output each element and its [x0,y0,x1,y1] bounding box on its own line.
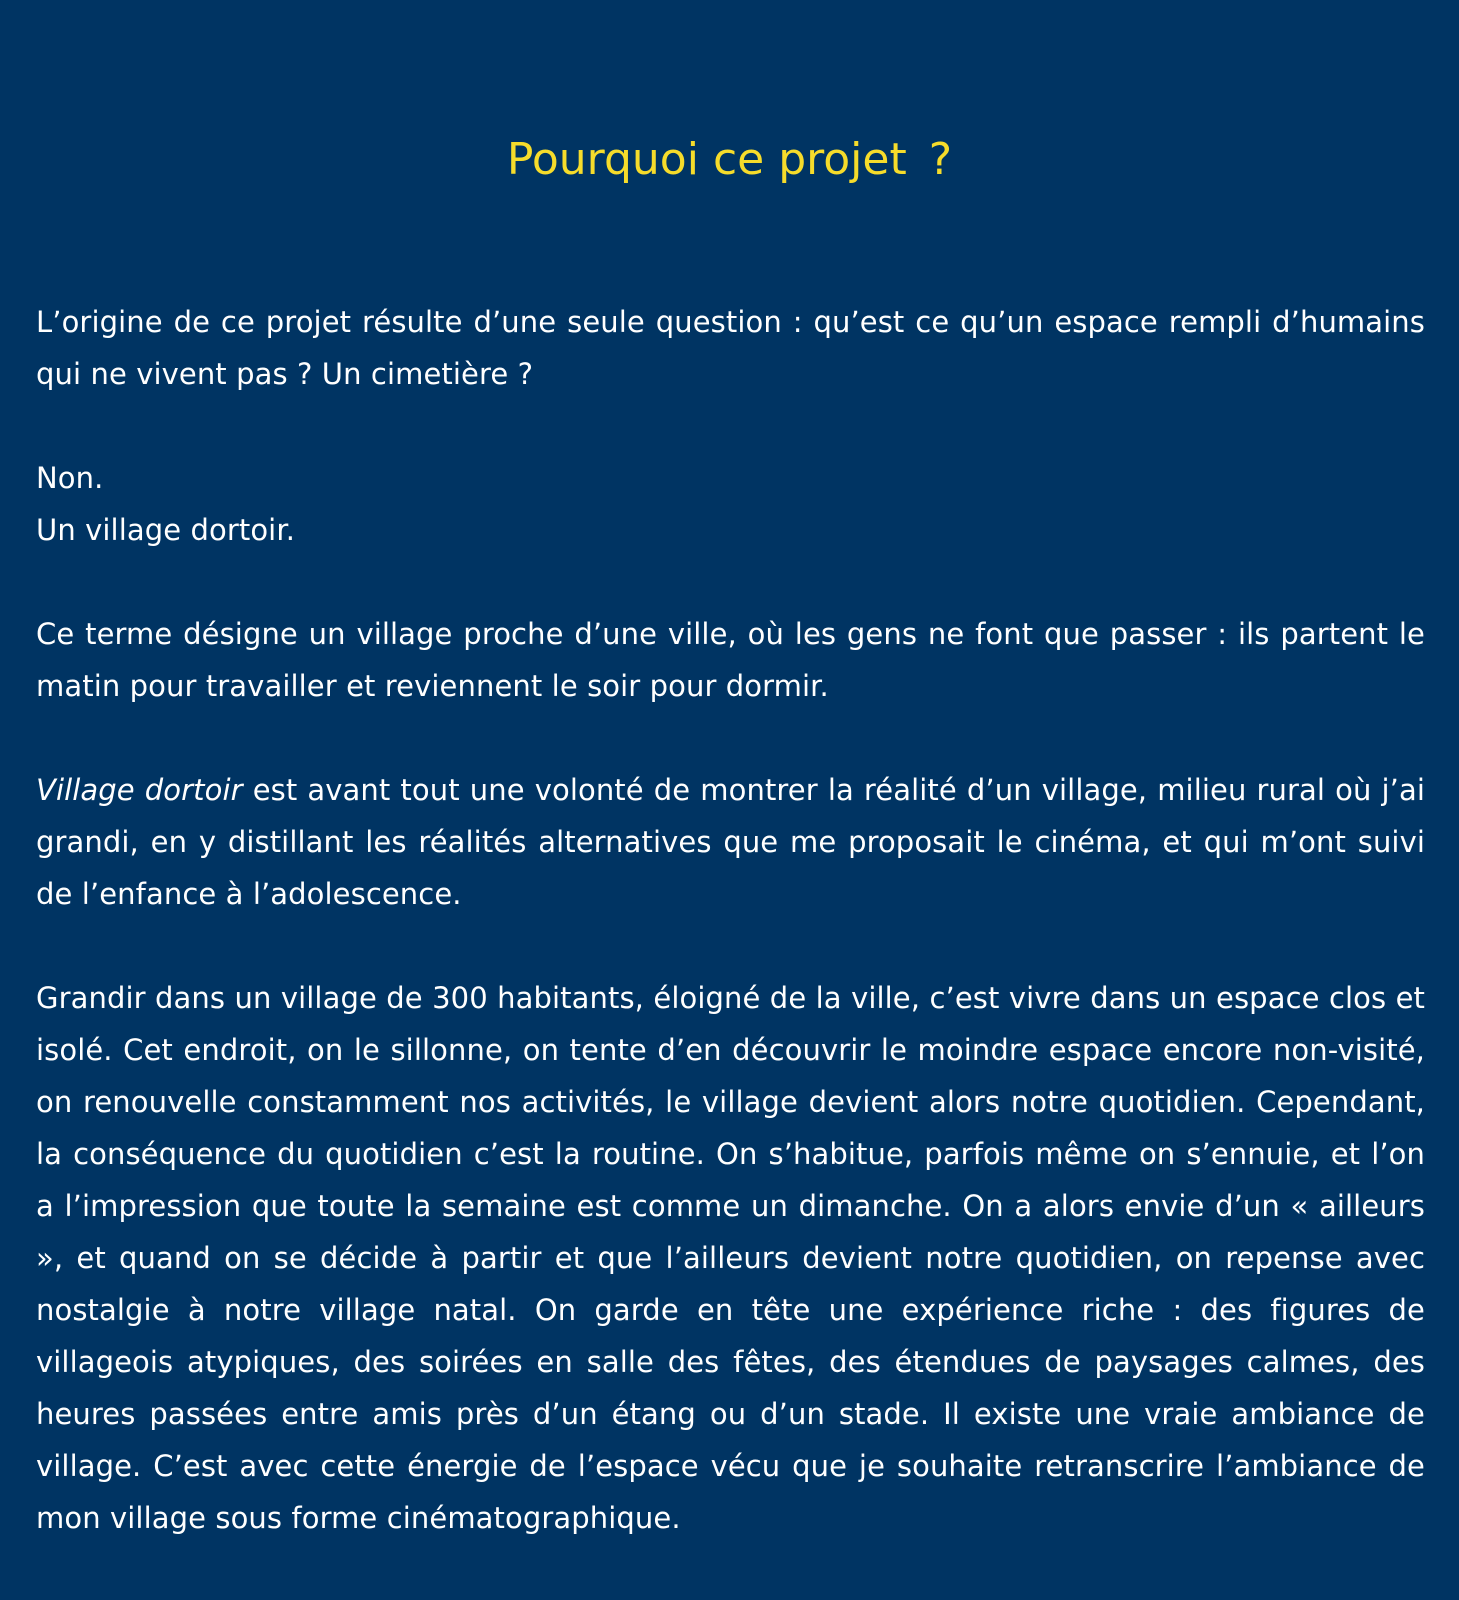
paragraph-intention [36,764,1425,920]
answer-line-non: Non. [36,461,104,495]
page-title [0,132,1459,188]
body-text [36,296,1425,1544]
paragraph-definition: Ce terme désigne un village proche d’une ville, où les gens ne font que passer : ils partent le matin pour travailler et reviennent le soir pour dormir. [36,617,1425,703]
page-title-question-mark: ? [928,134,953,185]
paragraph-intention-text: est avant tout une volonté de montrer la réalité d’un village, milieu rural où j’ai grandi, en y distillant les réalités alternatives que me proposait le cinéma, et qui m’ont suivi de l’enfance à l’adolescence. [36,773,1425,911]
answer-line-village-dortoir: Un village dortoir. [36,513,296,547]
paragraph-origin: L’origine de ce projet résulte d’une seule question : qu’est ce qu’un espace rempli d’humains qui ne vivent pas ? Un cimetière ? [36,305,1425,391]
paragraph-answer [36,452,1425,556]
paragraph-growing-up: Grandir dans un village de 300 habitants, éloigné de la ville, c’est vivre dans un espace clos et isolé. Cet endroit, on le sillonne, on tente d’en découvrir le moindre espace encore non-visité, on renouvelle constamment nos activités, le village devient alors notre quotidien. Cependant, la conséquence du quotidien c’est la routine. On s’habitue, parfois même on s’ennuie, et l’on a l’impression que toute la semaine est comme un dimanche. On a alors envie d’un « ailleurs », et quand on se décide à partir et que l’ailleurs devient notre quotidien, on repense avec nostalgie à notre village natal. On garde en tête une expérience riche : des figures de villageois atypiques, des soirées en salle des fêtes, des étendues de paysages calmes, des heures passées entre amis près d’un étang ou d’un stade. Il existe une vraie ambiance de village. C’est avec cette énergie de l’espace vécu que je souhaite retranscrire l’ambiance de mon village sous forme cinématographique. [36,981,1425,1535]
film-title-italic: Village dortoir [36,773,243,807]
page-title-text: Pourquoi ce projet [506,134,907,185]
